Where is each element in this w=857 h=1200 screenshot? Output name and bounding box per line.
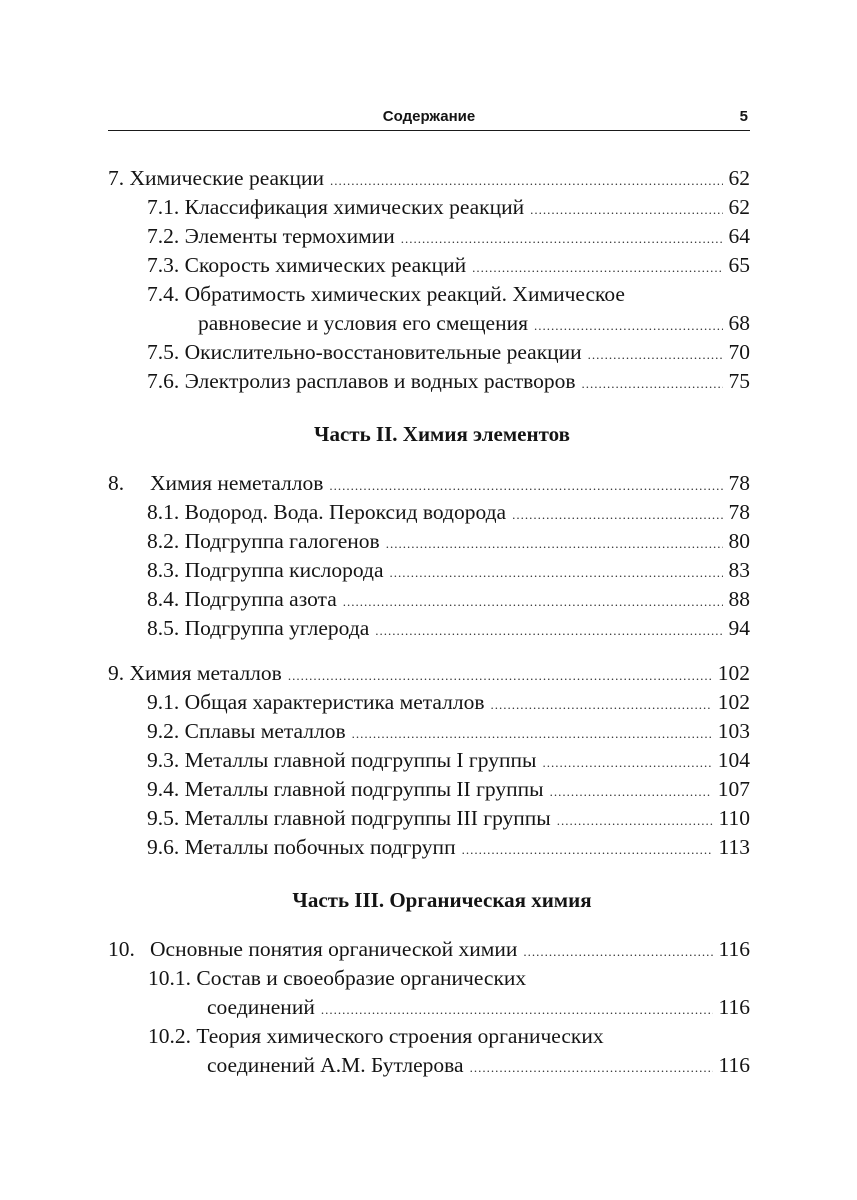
- toc-entry-title: 10.1. Состав и своеобразие органических: [148, 966, 527, 990]
- dot-leader: [542, 748, 711, 777]
- dot-leader: [390, 558, 723, 587]
- dot-leader: [530, 195, 722, 224]
- toc-item-7-3: [108, 251, 750, 280]
- toc-item-10-1: [108, 964, 750, 993]
- toc-entry-title: Основные понятия органической химии: [150, 937, 518, 961]
- toc-entry-title: 10.2. Теория химического строения органических: [148, 1024, 604, 1048]
- toc-item-8-2: [108, 527, 750, 556]
- toc-entry-title: 7.1. Классификация химических реакций: [147, 195, 525, 219]
- dot-leader: [321, 995, 713, 1024]
- toc-page-number: 102: [717, 661, 750, 685]
- toc-page-number: 102: [717, 690, 750, 714]
- toc-page-number: 62: [728, 195, 750, 219]
- dot-leader: [462, 835, 713, 864]
- toc-item-10-2-continuation: [108, 1051, 750, 1080]
- toc-page-number: 116: [718, 995, 750, 1019]
- toc-item-9-3: [108, 746, 750, 775]
- toc-page-number: 68: [728, 311, 750, 335]
- toc-entry-title: Химия неметаллов: [150, 471, 324, 495]
- toc-page-number: 64: [728, 224, 750, 248]
- dot-leader: [386, 529, 723, 558]
- toc-chapter-8: [108, 469, 750, 498]
- part-heading-2: Часть II. Химия элементов: [314, 422, 570, 446]
- dot-leader: [352, 719, 712, 748]
- dot-leader: [523, 937, 712, 966]
- toc-item-8-4: [108, 585, 750, 614]
- header-title: Содержание: [382, 108, 476, 125]
- dot-leader: [401, 224, 723, 253]
- toc-chapter-7: [108, 164, 750, 193]
- toc-entry-title: 7.5. Окислительно-восстановительные реакции: [147, 340, 582, 364]
- dot-leader: [288, 661, 712, 690]
- toc-entry-title: 8.3. Подгруппа кислорода: [147, 558, 384, 582]
- header-page-number: 5: [739, 108, 748, 125]
- dot-leader: [491, 690, 712, 719]
- toc-item-9-2: [108, 717, 750, 746]
- toc-entry-title: 8.1. Водород. Вода. Пероксид водорода: [147, 500, 507, 524]
- toc-page-number: 103: [717, 719, 750, 743]
- dot-leader: [588, 340, 723, 369]
- toc-item-7-4: [108, 280, 750, 309]
- dot-leader: [472, 253, 722, 282]
- toc-item-8-5: [108, 614, 750, 643]
- toc-entry-continuation: равновесие и условия его смещения: [198, 311, 528, 335]
- toc-chapter-number: 10.: [108, 937, 135, 961]
- part-heading-3: Часть III. Органическая химия: [292, 888, 592, 912]
- toc-item-9-6: [108, 833, 750, 862]
- toc-entry-title: 7. Химические реакции: [108, 166, 325, 190]
- toc-entry-continuation: соединений: [207, 995, 315, 1019]
- running-header: [108, 104, 750, 131]
- dot-leader: [375, 616, 722, 645]
- toc-entry-title: 8.5. Подгруппа углерода: [147, 616, 370, 640]
- toc-entry-title: 7.6. Электролиз расплавов и водных растворов: [147, 369, 576, 393]
- toc-entry-title: 7.4. Обратимость химических реакций. Химическое: [147, 282, 625, 306]
- toc-page-number: 78: [728, 471, 750, 495]
- toc-entry-title: 7.2. Элементы термохимии: [147, 224, 395, 248]
- toc-item-9-5: [108, 804, 750, 833]
- toc-page-number: 78: [728, 500, 750, 524]
- toc-item-9-4: [108, 775, 750, 804]
- toc-entry-title: 9.5. Металлы главной подгруппы III группы: [147, 806, 551, 830]
- toc-page-number: 94: [728, 616, 750, 640]
- toc-entry-title: 9.4. Металлы главной подгруппы II группы: [147, 777, 544, 801]
- toc-entry-title: 9.2. Сплавы металлов: [147, 719, 346, 743]
- dot-leader: [329, 471, 722, 500]
- toc-page-number: 116: [718, 937, 750, 961]
- dot-leader: [534, 311, 723, 340]
- toc-chapter-10: [108, 935, 750, 964]
- toc-page-number: 88: [728, 587, 750, 611]
- toc-item-10-2: [108, 1022, 750, 1051]
- dot-leader: [343, 587, 723, 616]
- toc-entry-title: 9. Химия металлов: [108, 661, 282, 685]
- toc-item-7-6: [108, 367, 750, 396]
- toc-page-number: 110: [718, 806, 750, 830]
- toc-item-7-4-continuation: [108, 309, 750, 338]
- dot-leader: [582, 369, 723, 398]
- toc-item-10-1-continuation: [108, 993, 750, 1022]
- toc-item-8-3: [108, 556, 750, 585]
- toc-page-number: 80: [728, 529, 750, 553]
- toc-item-7-1: [108, 193, 750, 222]
- toc-page-number: 70: [728, 340, 750, 364]
- toc-page-number: 83: [728, 558, 750, 582]
- toc-item-9-1: [108, 688, 750, 717]
- toc-item-7-5: [108, 338, 750, 367]
- toc-chapter-number: 8.: [108, 471, 125, 495]
- toc-entry-title: 9.6. Металлы побочных подгрупп: [147, 835, 456, 859]
- toc-entry-title: 7.3. Скорость химических реакций: [147, 253, 467, 277]
- dot-leader: [550, 777, 712, 806]
- toc-page-number: 62: [728, 166, 750, 190]
- dot-leader: [330, 166, 722, 195]
- dot-leader: [557, 806, 713, 835]
- dot-leader: [512, 500, 722, 529]
- toc-item-8-1: [108, 498, 750, 527]
- toc-entry-title: 8.2. Подгруппа галогенов: [147, 529, 380, 553]
- toc-item-7-2: [108, 222, 750, 251]
- toc-page-number: 107: [717, 777, 750, 801]
- table-of-contents: [108, 164, 750, 1080]
- toc-page-number: 75: [728, 369, 750, 393]
- toc-entry-title: 8.4. Подгруппа азота: [147, 587, 337, 611]
- toc-page-number: 113: [718, 835, 750, 859]
- dot-leader: [470, 1053, 713, 1082]
- toc-entry-title: 9.1. Общая характеристика металлов: [147, 690, 485, 714]
- toc-page-number: 116: [718, 1053, 750, 1077]
- toc-chapter-9: [108, 659, 750, 688]
- toc-page-number: 104: [717, 748, 750, 772]
- toc-page-number: 65: [728, 253, 750, 277]
- toc-entry-title: 9.3. Металлы главной подгруппы I группы: [147, 748, 537, 772]
- toc-entry-continuation: соединений А.М. Бутлерова: [207, 1053, 464, 1077]
